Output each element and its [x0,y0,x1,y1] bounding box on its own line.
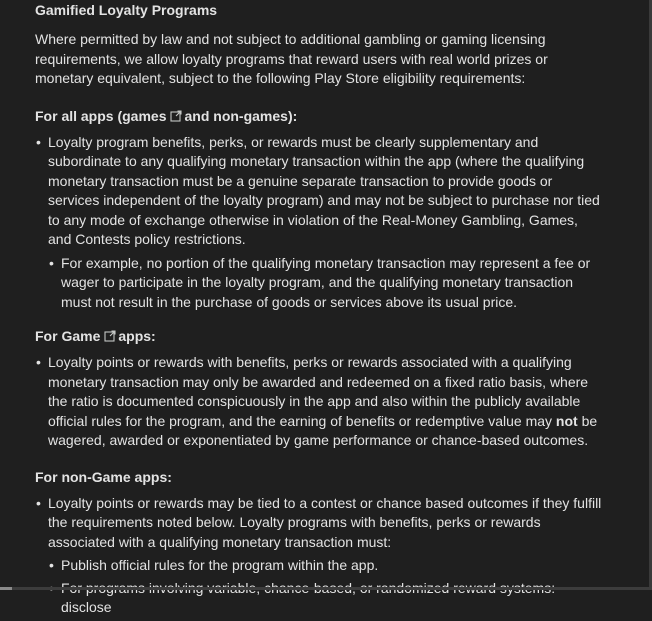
non-game-apps-heading: For non-Game apps: [35,468,172,485]
game-apps-list [35,353,605,451]
policy-content [35,0,605,621]
all-apps-sublist [48,254,605,313]
list-item-text: Loyalty points or rewards with benefits, perks or rewards associated with a qualifying monetary transaction may only be awarded and redeemed on a fixed ratio basis, where the ratio is documented conspicuously in the app and also within the publicly available official rules for the program, and the earning of benefits or redemptive value may [48,354,589,429]
all-apps-heading-prefix: For all apps (games [35,107,167,124]
list-item [35,494,605,618]
game-link[interactable] [100,328,118,344]
game-apps-heading-suffix: apps: [118,328,156,344]
list-item: • Publish official rules for the program within the app. [48,556,605,576]
list-item-text-end: be wagered, awarded or exponentiated by game performance or chance-based outcomes. [48,412,598,448]
emphasis-not: not [555,412,578,429]
all-apps-heading [35,106,605,126]
list-item-text: Loyalty program benefits, perks, or rewards must be clearly supplementary and subordinate to any qualifying monetary transaction within the app (where the qualifying monetary transaction must be a genuine separate transaction to provide goods or services independent of the loyalty program) and may not be subject to purchase nor tied to any mode of exchange otherwise in violation of the Real-Money Gambling, Games, and Contests policy restrictions. [48,133,600,247]
list-item [35,133,605,313]
list-item [35,353,605,451]
non-game-apps-list [35,494,605,618]
list-item: • disclose [48,579,605,618]
list-item: • For example, no portion of the qualifying monetary transaction may represent a fee or wager to participate in the loyalty program, and the qualifying monetary transaction must not result in the purchase of goods or services above its usual price. [48,254,605,313]
scrollbar-thumb[interactable] [0,587,12,590]
all-apps-list [35,133,605,313]
external-link-icon [170,110,182,122]
external-link-icon [104,330,116,342]
game-apps-heading-prefix: For Game [35,328,101,344]
list-item-text: Loyalty points or rewards may be tied to a contest or chance based outcomes if they fulfill the requirements noted below. Loyalty programs with benefits, perks or rewards associated with a qualifying monetary transaction must: [48,494,602,550]
section-title: Gamified Loyalty Programs [35,2,218,18]
all-apps-heading-suffix: and non-games): [184,107,298,124]
games-link[interactable] [166,108,184,124]
horizontal-scrollbar[interactable] [0,587,652,590]
intro-paragraph: Where permitted by law and not subject to additional gambling or gaming licensing requirements, we allow loyalty programs that reward users with real world prizes or monetary equivalent, subject to the following Play Store eligibility requirements: [35,31,548,86]
game-apps-heading [35,326,605,346]
